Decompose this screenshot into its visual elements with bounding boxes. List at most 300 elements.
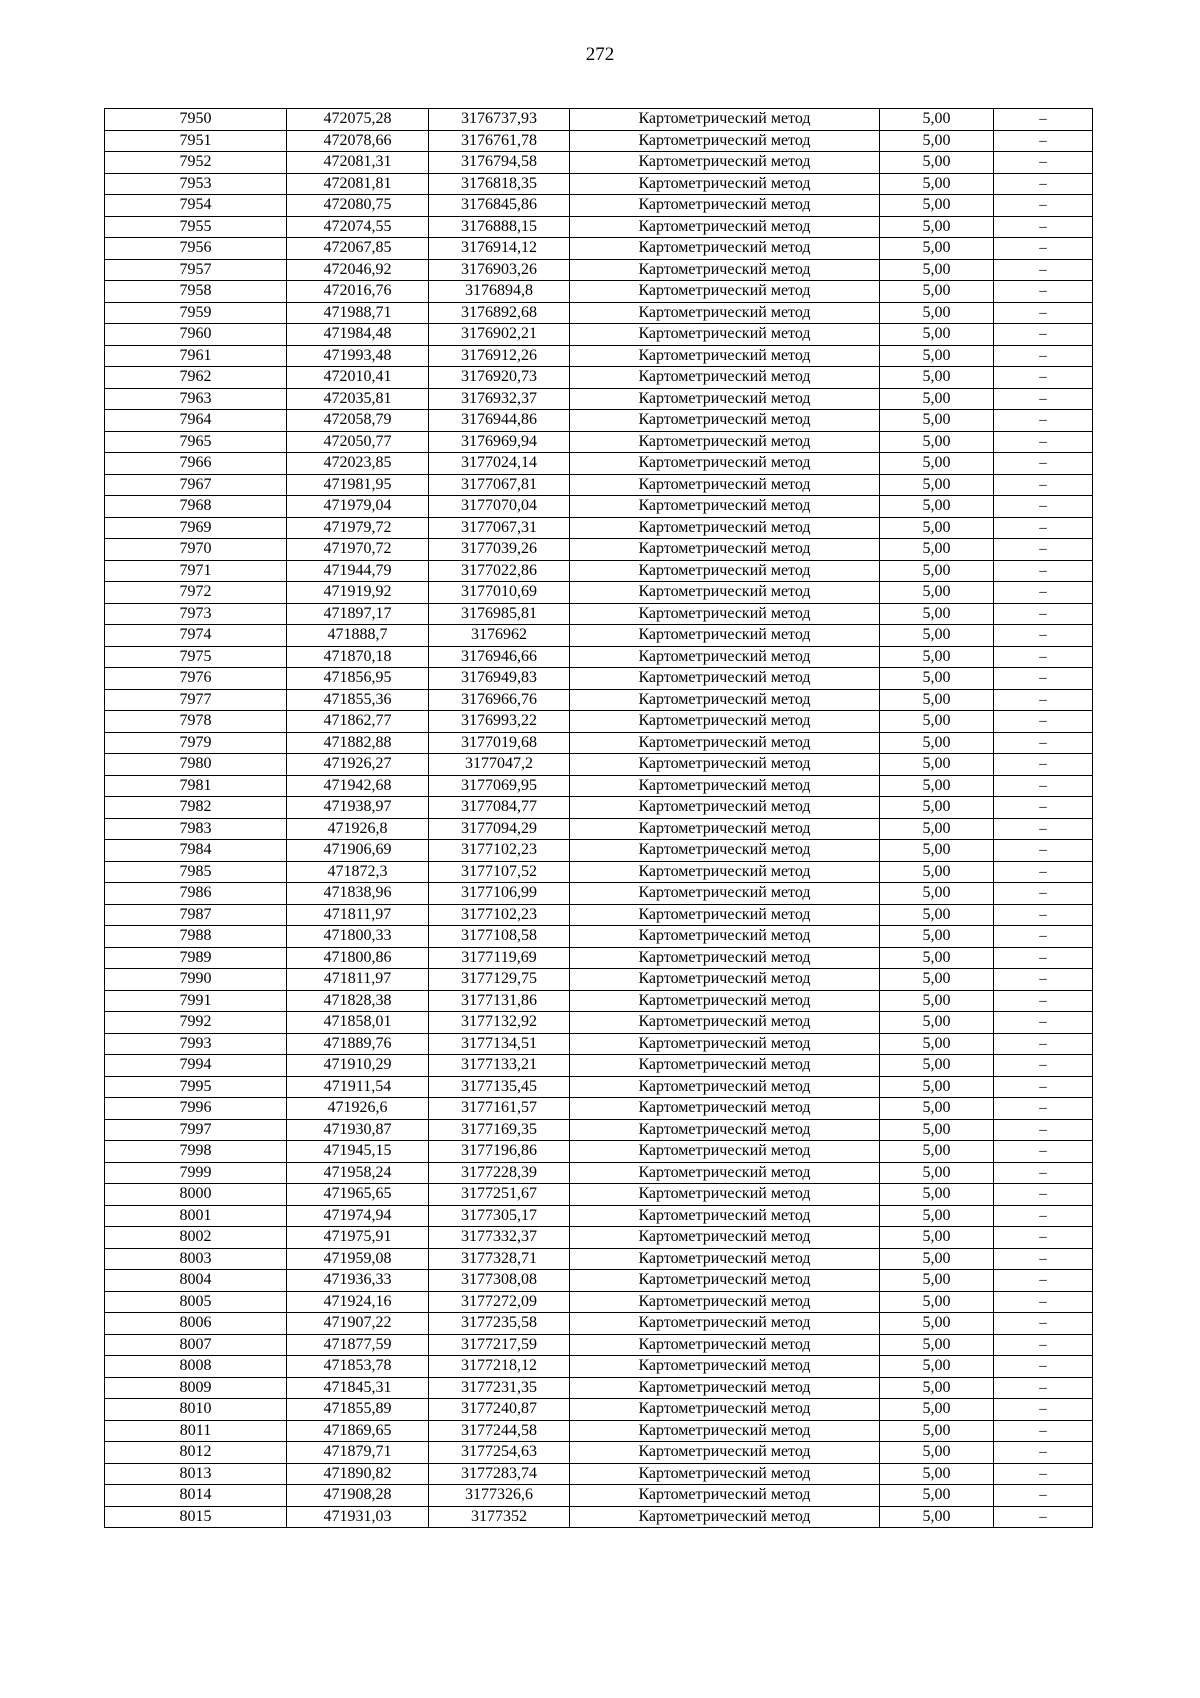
y-coordinate-cell: 3176962 <box>429 625 570 647</box>
y-coordinate-cell: 3176969,94 <box>429 431 570 453</box>
point-number-cell: 7988 <box>105 926 287 948</box>
note-cell: – <box>994 1442 1093 1464</box>
x-coordinate-cell: 471908,28 <box>287 1485 429 1507</box>
note-cell: – <box>994 1377 1093 1399</box>
y-coordinate-cell: 3177235,58 <box>429 1313 570 1335</box>
method-cell: Картометрический метод <box>570 1033 880 1055</box>
x-coordinate-cell: 471879,71 <box>287 1442 429 1464</box>
note-cell: – <box>994 539 1093 561</box>
table-row <box>105 904 1093 926</box>
method-cell: Картометрический метод <box>570 969 880 991</box>
method-cell: Картометрический метод <box>570 1442 880 1464</box>
y-coordinate-cell: 3177328,71 <box>429 1248 570 1270</box>
table-row <box>105 453 1093 475</box>
y-coordinate-cell: 3177024,14 <box>429 453 570 475</box>
method-cell: Картометрический метод <box>570 1119 880 1141</box>
x-coordinate-cell: 471944,79 <box>287 560 429 582</box>
x-coordinate-cell: 471858,01 <box>287 1012 429 1034</box>
x-coordinate-cell: 471828,38 <box>287 990 429 1012</box>
x-coordinate-cell: 471855,89 <box>287 1399 429 1421</box>
accuracy-cell: 5,00 <box>880 818 994 840</box>
table-row <box>105 1141 1093 1163</box>
point-number-cell: 7962 <box>105 367 287 389</box>
table-row <box>105 388 1093 410</box>
note-cell: – <box>994 625 1093 647</box>
table-row <box>105 947 1093 969</box>
table-row <box>105 109 1093 131</box>
point-number-cell: 8007 <box>105 1334 287 1356</box>
x-coordinate-cell: 471938,97 <box>287 797 429 819</box>
point-number-cell: 8012 <box>105 1442 287 1464</box>
accuracy-cell: 5,00 <box>880 173 994 195</box>
y-coordinate-cell: 3177283,74 <box>429 1463 570 1485</box>
method-cell: Картометрический метод <box>570 109 880 131</box>
accuracy-cell: 5,00 <box>880 1463 994 1485</box>
accuracy-cell: 5,00 <box>880 1313 994 1335</box>
point-number-cell: 8005 <box>105 1291 287 1313</box>
x-coordinate-cell: 471975,91 <box>287 1227 429 1249</box>
x-coordinate-cell: 471924,16 <box>287 1291 429 1313</box>
table-row <box>105 496 1093 518</box>
x-coordinate-cell: 471862,77 <box>287 711 429 733</box>
point-number-cell: 8008 <box>105 1356 287 1378</box>
point-number-cell: 7987 <box>105 904 287 926</box>
x-coordinate-cell: 471872,3 <box>287 861 429 883</box>
x-coordinate-cell: 472046,92 <box>287 259 429 281</box>
method-cell: Картометрический метод <box>570 1205 880 1227</box>
accuracy-cell: 5,00 <box>880 1033 994 1055</box>
note-cell: – <box>994 582 1093 604</box>
accuracy-cell: 5,00 <box>880 1162 994 1184</box>
method-cell: Картометрический метод <box>570 1420 880 1442</box>
point-number-cell: 7989 <box>105 947 287 969</box>
point-number-cell: 7976 <box>105 668 287 690</box>
accuracy-cell: 5,00 <box>880 560 994 582</box>
point-number-cell: 7966 <box>105 453 287 475</box>
point-number-cell: 7998 <box>105 1141 287 1163</box>
y-coordinate-cell: 3177106,99 <box>429 883 570 905</box>
y-coordinate-cell: 3177161,57 <box>429 1098 570 1120</box>
y-coordinate-cell: 3176932,37 <box>429 388 570 410</box>
note-cell: – <box>994 496 1093 518</box>
method-cell: Картометрический метод <box>570 1399 880 1421</box>
y-coordinate-cell: 3177131,86 <box>429 990 570 1012</box>
method-cell: Картометрический метод <box>570 646 880 668</box>
table-row <box>105 625 1093 647</box>
x-coordinate-cell: 471981,95 <box>287 474 429 496</box>
y-coordinate-cell: 3177228,39 <box>429 1162 570 1184</box>
method-cell: Картометрический метод <box>570 1098 880 1120</box>
table-row <box>105 818 1093 840</box>
accuracy-cell: 5,00 <box>880 539 994 561</box>
point-number-cell: 7996 <box>105 1098 287 1120</box>
y-coordinate-cell: 3177069,95 <box>429 775 570 797</box>
table-row <box>105 560 1093 582</box>
table-row <box>105 1227 1093 1249</box>
x-coordinate-cell: 472067,85 <box>287 238 429 260</box>
accuracy-cell: 5,00 <box>880 152 994 174</box>
accuracy-cell: 5,00 <box>880 582 994 604</box>
accuracy-cell: 5,00 <box>880 1506 994 1528</box>
x-coordinate-cell: 471882,88 <box>287 732 429 754</box>
point-number-cell: 7964 <box>105 410 287 432</box>
note-cell: – <box>994 345 1093 367</box>
method-cell: Картометрический метод <box>570 1141 880 1163</box>
note-cell: – <box>994 990 1093 1012</box>
table-row <box>105 582 1093 604</box>
y-coordinate-cell: 3177102,23 <box>429 840 570 862</box>
x-coordinate-cell: 471811,97 <box>287 904 429 926</box>
x-coordinate-cell: 471945,15 <box>287 1141 429 1163</box>
y-coordinate-cell: 3176949,83 <box>429 668 570 690</box>
point-number-cell: 7956 <box>105 238 287 260</box>
x-coordinate-cell: 471853,78 <box>287 1356 429 1378</box>
point-number-cell: 7963 <box>105 388 287 410</box>
method-cell: Картометрический метод <box>570 1055 880 1077</box>
x-coordinate-cell: 471869,65 <box>287 1420 429 1442</box>
note-cell: – <box>994 732 1093 754</box>
point-number-cell: 7979 <box>105 732 287 754</box>
method-cell: Картометрический метод <box>570 926 880 948</box>
point-number-cell: 7975 <box>105 646 287 668</box>
x-coordinate-cell: 471856,95 <box>287 668 429 690</box>
table-row <box>105 840 1093 862</box>
accuracy-cell: 5,00 <box>880 1291 994 1313</box>
method-cell: Картометрический метод <box>570 1227 880 1249</box>
y-coordinate-cell: 3177135,45 <box>429 1076 570 1098</box>
accuracy-cell: 5,00 <box>880 969 994 991</box>
x-coordinate-cell: 471907,22 <box>287 1313 429 1335</box>
y-coordinate-cell: 3177305,17 <box>429 1205 570 1227</box>
table-row <box>105 1485 1093 1507</box>
y-coordinate-cell: 3177326,6 <box>429 1485 570 1507</box>
y-coordinate-cell: 3177067,81 <box>429 474 570 496</box>
method-cell: Картометрический метод <box>570 1184 880 1206</box>
accuracy-cell: 5,00 <box>880 367 994 389</box>
y-coordinate-cell: 3176902,21 <box>429 324 570 346</box>
y-coordinate-cell: 3176944,86 <box>429 410 570 432</box>
accuracy-cell: 5,00 <box>880 109 994 131</box>
point-number-cell: 7952 <box>105 152 287 174</box>
note-cell: – <box>994 1055 1093 1077</box>
note-cell: – <box>994 238 1093 260</box>
table-row <box>105 431 1093 453</box>
x-coordinate-cell: 471988,71 <box>287 302 429 324</box>
accuracy-cell: 5,00 <box>880 1377 994 1399</box>
method-cell: Картометрический метод <box>570 689 880 711</box>
point-number-cell: 7984 <box>105 840 287 862</box>
point-number-cell: 8011 <box>105 1420 287 1442</box>
y-coordinate-cell: 3176993,22 <box>429 711 570 733</box>
y-coordinate-cell: 3176946,66 <box>429 646 570 668</box>
method-cell: Картометрический метод <box>570 1377 880 1399</box>
note-cell: – <box>994 1076 1093 1098</box>
table-row <box>105 969 1093 991</box>
accuracy-cell: 5,00 <box>880 324 994 346</box>
y-coordinate-cell: 3176845,86 <box>429 195 570 217</box>
table-row <box>105 195 1093 217</box>
x-coordinate-cell: 472078,66 <box>287 130 429 152</box>
method-cell: Картометрический метод <box>570 152 880 174</box>
method-cell: Картометрический метод <box>570 238 880 260</box>
y-coordinate-cell: 3176966,76 <box>429 689 570 711</box>
point-number-cell: 7994 <box>105 1055 287 1077</box>
method-cell: Картометрический метод <box>570 1162 880 1184</box>
method-cell: Картометрический метод <box>570 883 880 905</box>
x-coordinate-cell: 471958,24 <box>287 1162 429 1184</box>
method-cell: Картометрический метод <box>570 603 880 625</box>
note-cell: – <box>994 1420 1093 1442</box>
point-number-cell: 7980 <box>105 754 287 776</box>
method-cell: Картометрический метод <box>570 1076 880 1098</box>
x-coordinate-cell: 471890,82 <box>287 1463 429 1485</box>
accuracy-cell: 5,00 <box>880 496 994 518</box>
point-number-cell: 7981 <box>105 775 287 797</box>
point-number-cell: 8013 <box>105 1463 287 1485</box>
accuracy-cell: 5,00 <box>880 797 994 819</box>
accuracy-cell: 5,00 <box>880 990 994 1012</box>
accuracy-cell: 5,00 <box>880 517 994 539</box>
point-number-cell: 7990 <box>105 969 287 991</box>
note-cell: – <box>994 560 1093 582</box>
table-row <box>105 1463 1093 1485</box>
table-row <box>105 883 1093 905</box>
method-cell: Картометрический метод <box>570 668 880 690</box>
y-coordinate-cell: 3177010,69 <box>429 582 570 604</box>
table-row <box>105 1313 1093 1335</box>
point-number-cell: 7950 <box>105 109 287 131</box>
point-number-cell: 7974 <box>105 625 287 647</box>
accuracy-cell: 5,00 <box>880 1012 994 1034</box>
method-cell: Картометрический метод <box>570 797 880 819</box>
method-cell: Картометрический метод <box>570 302 880 324</box>
accuracy-cell: 5,00 <box>880 883 994 905</box>
table-row <box>105 1356 1093 1378</box>
x-coordinate-cell: 471870,18 <box>287 646 429 668</box>
x-coordinate-cell: 471965,65 <box>287 1184 429 1206</box>
point-number-cell: 7969 <box>105 517 287 539</box>
method-cell: Картометрический метод <box>570 345 880 367</box>
y-coordinate-cell: 3177169,35 <box>429 1119 570 1141</box>
table-row <box>105 990 1093 1012</box>
x-coordinate-cell: 471931,03 <box>287 1506 429 1528</box>
accuracy-cell: 5,00 <box>880 453 994 475</box>
note-cell: – <box>994 883 1093 905</box>
y-coordinate-cell: 3176818,35 <box>429 173 570 195</box>
point-number-cell: 8009 <box>105 1377 287 1399</box>
accuracy-cell: 5,00 <box>880 1119 994 1141</box>
y-coordinate-cell: 3176903,26 <box>429 259 570 281</box>
accuracy-cell: 5,00 <box>880 216 994 238</box>
accuracy-cell: 5,00 <box>880 1442 994 1464</box>
method-cell: Картометрический метод <box>570 431 880 453</box>
note-cell: – <box>994 926 1093 948</box>
x-coordinate-cell: 471838,96 <box>287 883 429 905</box>
point-number-cell: 8003 <box>105 1248 287 1270</box>
note-cell: – <box>994 281 1093 303</box>
accuracy-cell: 5,00 <box>880 1420 994 1442</box>
x-coordinate-cell: 471888,7 <box>287 625 429 647</box>
y-coordinate-cell: 3177129,75 <box>429 969 570 991</box>
table-row <box>105 1033 1093 1055</box>
point-number-cell: 7971 <box>105 560 287 582</box>
y-coordinate-cell: 3177240,87 <box>429 1399 570 1421</box>
note-cell: – <box>994 775 1093 797</box>
accuracy-cell: 5,00 <box>880 668 994 690</box>
accuracy-cell: 5,00 <box>880 603 994 625</box>
point-number-cell: 8006 <box>105 1313 287 1335</box>
point-number-cell: 7972 <box>105 582 287 604</box>
point-number-cell: 7970 <box>105 539 287 561</box>
table-row <box>105 775 1093 797</box>
y-coordinate-cell: 3176761,78 <box>429 130 570 152</box>
note-cell: – <box>994 797 1093 819</box>
table-row <box>105 689 1093 711</box>
point-number-cell: 7955 <box>105 216 287 238</box>
method-cell: Картометрический метод <box>570 496 880 518</box>
y-coordinate-cell: 3177022,86 <box>429 560 570 582</box>
y-coordinate-cell: 3177218,12 <box>429 1356 570 1378</box>
x-coordinate-cell: 471979,72 <box>287 517 429 539</box>
x-coordinate-cell: 471942,68 <box>287 775 429 797</box>
note-cell: – <box>994 646 1093 668</box>
method-cell: Картометрический метод <box>570 173 880 195</box>
method-cell: Картометрический метод <box>570 259 880 281</box>
table-row <box>105 410 1093 432</box>
y-coordinate-cell: 3176737,93 <box>429 109 570 131</box>
y-coordinate-cell: 3177231,35 <box>429 1377 570 1399</box>
note-cell: – <box>994 1033 1093 1055</box>
y-coordinate-cell: 3177251,67 <box>429 1184 570 1206</box>
accuracy-cell: 5,00 <box>880 904 994 926</box>
x-coordinate-cell: 471845,31 <box>287 1377 429 1399</box>
method-cell: Картометрический метод <box>570 130 880 152</box>
point-number-cell: 8015 <box>105 1506 287 1528</box>
table-row <box>105 345 1093 367</box>
point-number-cell: 7967 <box>105 474 287 496</box>
x-coordinate-cell: 472050,77 <box>287 431 429 453</box>
method-cell: Картометрический метод <box>570 539 880 561</box>
table-row <box>105 130 1093 152</box>
table-row <box>105 1377 1093 1399</box>
note-cell: – <box>994 195 1093 217</box>
accuracy-cell: 5,00 <box>880 754 994 776</box>
table-row <box>105 1055 1093 1077</box>
y-coordinate-cell: 3177108,58 <box>429 926 570 948</box>
x-coordinate-cell: 472035,81 <box>287 388 429 410</box>
x-coordinate-cell: 472080,75 <box>287 195 429 217</box>
table-row <box>105 517 1093 539</box>
y-coordinate-cell: 3177196,86 <box>429 1141 570 1163</box>
table-row <box>105 1399 1093 1421</box>
method-cell: Картометрический метод <box>570 560 880 582</box>
y-coordinate-cell: 3177119,69 <box>429 947 570 969</box>
note-cell: – <box>994 1399 1093 1421</box>
accuracy-cell: 5,00 <box>880 1485 994 1507</box>
y-coordinate-cell: 3176914,12 <box>429 238 570 260</box>
y-coordinate-cell: 3177352 <box>429 1506 570 1528</box>
table-row <box>105 926 1093 948</box>
point-number-cell: 8014 <box>105 1485 287 1507</box>
table-row <box>105 302 1093 324</box>
note-cell: – <box>994 861 1093 883</box>
point-number-cell: 7982 <box>105 797 287 819</box>
note-cell: – <box>994 109 1093 131</box>
note-cell: – <box>994 947 1093 969</box>
x-coordinate-cell: 471910,29 <box>287 1055 429 1077</box>
method-cell: Картометрический метод <box>570 1012 880 1034</box>
note-cell: – <box>994 474 1093 496</box>
point-number-cell: 7965 <box>105 431 287 453</box>
note-cell: – <box>994 1119 1093 1141</box>
point-number-cell: 7997 <box>105 1119 287 1141</box>
accuracy-cell: 5,00 <box>880 1141 994 1163</box>
point-number-cell: 7960 <box>105 324 287 346</box>
table-row <box>105 797 1093 819</box>
method-cell: Картометрический метод <box>570 367 880 389</box>
accuracy-cell: 5,00 <box>880 775 994 797</box>
y-coordinate-cell: 3177094,29 <box>429 818 570 840</box>
note-cell: – <box>994 1506 1093 1528</box>
x-coordinate-cell: 472010,41 <box>287 367 429 389</box>
accuracy-cell: 5,00 <box>880 195 994 217</box>
x-coordinate-cell: 472058,79 <box>287 410 429 432</box>
table-row <box>105 603 1093 625</box>
note-cell: – <box>994 904 1093 926</box>
table-row <box>105 668 1093 690</box>
note-cell: – <box>994 367 1093 389</box>
point-number-cell: 7995 <box>105 1076 287 1098</box>
note-cell: – <box>994 1313 1093 1335</box>
note-cell: – <box>994 130 1093 152</box>
point-number-cell: 7958 <box>105 281 287 303</box>
y-coordinate-cell: 3177070,04 <box>429 496 570 518</box>
table-row <box>105 259 1093 281</box>
y-coordinate-cell: 3177102,23 <box>429 904 570 926</box>
x-coordinate-cell: 471970,72 <box>287 539 429 561</box>
accuracy-cell: 5,00 <box>880 238 994 260</box>
accuracy-cell: 5,00 <box>880 1248 994 1270</box>
x-coordinate-cell: 471911,54 <box>287 1076 429 1098</box>
table-row <box>105 216 1093 238</box>
method-cell: Картометрический метод <box>570 1334 880 1356</box>
point-number-cell: 7953 <box>105 173 287 195</box>
accuracy-cell: 5,00 <box>880 689 994 711</box>
table-row <box>105 1162 1093 1184</box>
table-row <box>105 1205 1093 1227</box>
y-coordinate-cell: 3176894,8 <box>429 281 570 303</box>
y-coordinate-cell: 3177019,68 <box>429 732 570 754</box>
method-cell: Картометрический метод <box>570 840 880 862</box>
y-coordinate-cell: 3177217,59 <box>429 1334 570 1356</box>
x-coordinate-cell: 471811,97 <box>287 969 429 991</box>
accuracy-cell: 5,00 <box>880 1334 994 1356</box>
method-cell: Картометрический метод <box>570 1291 880 1313</box>
x-coordinate-cell: 471889,76 <box>287 1033 429 1055</box>
table-row <box>105 1291 1093 1313</box>
method-cell: Картометрический метод <box>570 453 880 475</box>
point-number-cell: 7999 <box>105 1162 287 1184</box>
table-row <box>105 1098 1093 1120</box>
y-coordinate-cell: 3177067,31 <box>429 517 570 539</box>
x-coordinate-cell: 472075,28 <box>287 109 429 131</box>
y-coordinate-cell: 3176920,73 <box>429 367 570 389</box>
method-cell: Картометрический метод <box>570 818 880 840</box>
y-coordinate-cell: 3176985,81 <box>429 603 570 625</box>
note-cell: – <box>994 173 1093 195</box>
table-row <box>105 238 1093 260</box>
point-number-cell: 8000 <box>105 1184 287 1206</box>
